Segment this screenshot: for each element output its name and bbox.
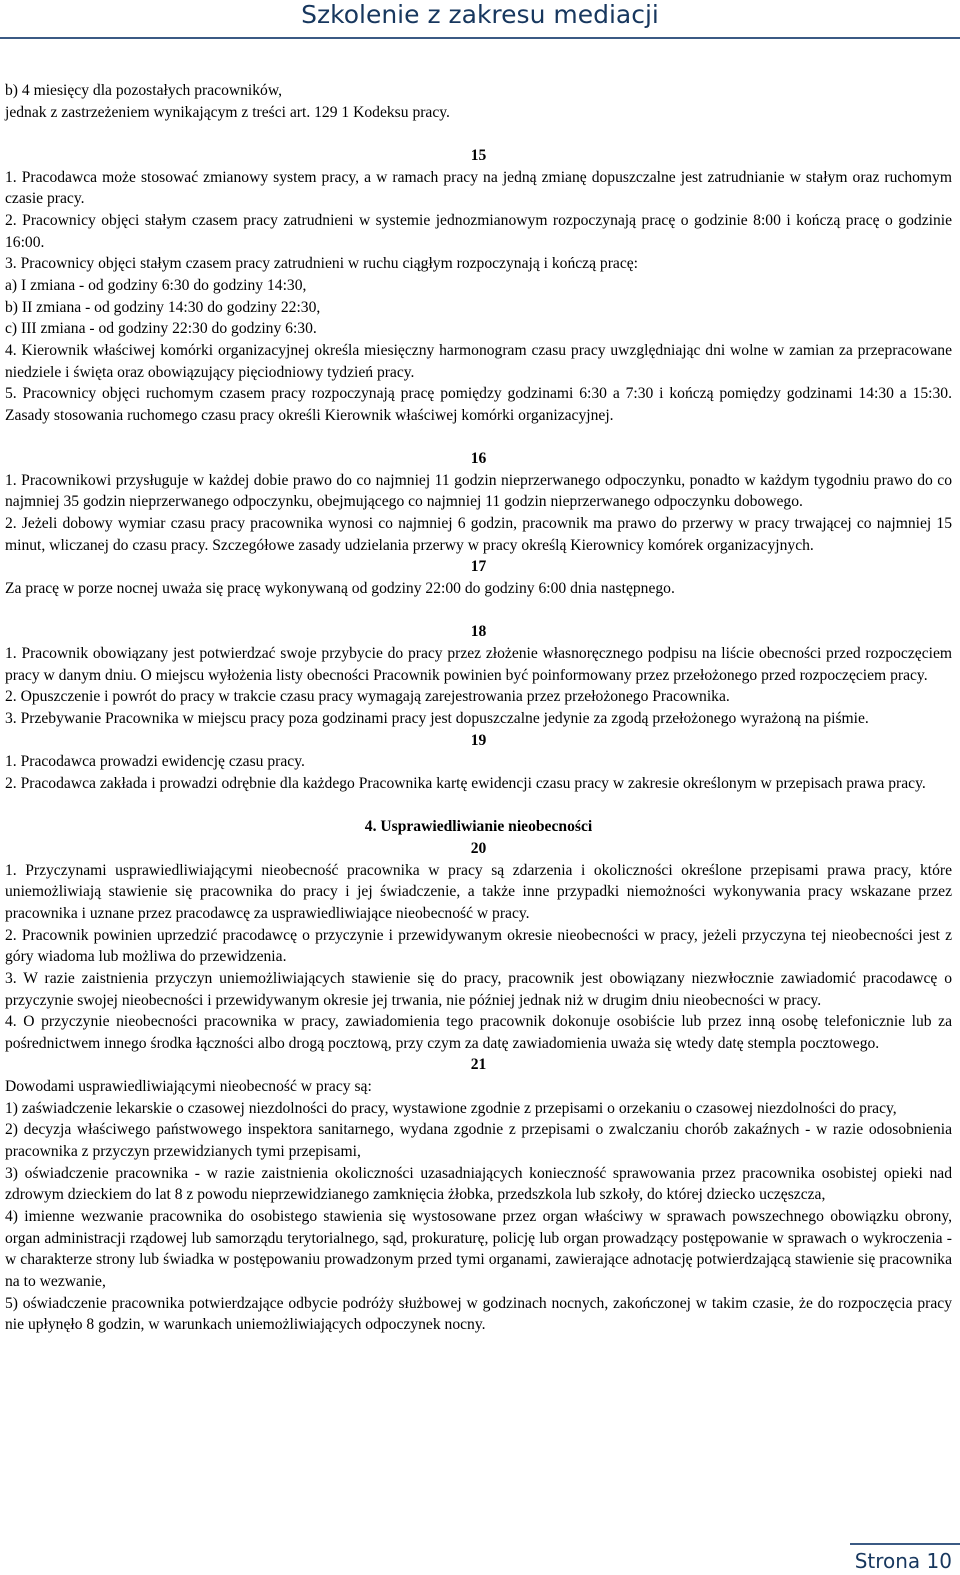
paragraph: 4. O przyczynie nieobecności pracownika w pracy, zawiadomienia tego pracownik dokonuje osobiście lub przez inną osobę telefonicznie lub za pośrednictwem innego środka łączności albo drogą pocztową, przy czym za datę zawiadomienia uważa się wtedy datę stempla pocztowego. <box>5 1013 952 1052</box>
document-body <box>5 80 952 1336</box>
section-heading-15: 15 <box>470 146 487 164</box>
paragraph: Dowodami usprawiedliwiającymi nieobecność w pracy są: <box>5 1078 372 1096</box>
spacer <box>5 600 952 622</box>
paragraph: 1. Pracownikowi przysługuje w każdej dobie prawo do co najmniej 11 godzin nieprzerwanego odpoczynku, ponadto w każdym tygodniu prawo do co najmniej 35 godzin nieprzerwanego odpoczynku, obejmującego co najmniej 11 godzin nieprzerwanego odpoczynku dobowego. <box>5 471 952 511</box>
paragraph: b) 4 miesięcy dla pozostałych pracowników, <box>5 82 282 99</box>
list-item: 3) oświadczenie pracownika - w razie zaistnienia okoliczności uzasadniających konieczność sprawowania przez pracownika osobistej opieki nad zdrowym dzieckiem do lat 8 z powodu nieprzewidzianego zamknięcia żłobka, przedszkola lub szkoły, do której dziecko uczęszcza, <box>5 1164 952 1204</box>
header-title: Szkolenie z zakresu mediacji <box>301 0 659 29</box>
paragraph: 3. Przebywanie Pracownika w miejscu pracy poza godzinami pracy jest dopuszczalne jedynie za zgodą przełożonego wyrażoną na piśmie. <box>5 709 869 727</box>
paragraph: 3. W razie zaistnienia przyczyn uniemożliwiających stawienie się do pracy, pracownik jest obowiązany niezwłocznie zawiadomić pracodawcę o przyczynie swojej nieobecności i przewidywanym okresie jej trwania, nie później jednak niż w drugim dniu nieobecności w pracy. <box>5 969 952 1009</box>
paragraph: 1. Pracodawca może stosować zmianowy system pracy, a w ramach pracy na jedną zmianę dopuszczalne jest zatrudnianie w stałym oraz ruchomym czasie pracy. <box>5 168 952 208</box>
footer-divider <box>850 1543 960 1545</box>
section-heading-21: 21 <box>470 1056 487 1074</box>
list-item: a) I zmiana - od godziny 6:30 do godziny 14:30, <box>5 276 307 294</box>
spacer <box>5 426 952 448</box>
list-item: c) III zmiana - od godziny 22:30 do godziny 6:30. <box>5 320 317 338</box>
chapter-heading: 4. Usprawiedliwianie nieobecności <box>364 818 593 836</box>
paragraph: 1. Pracownik obowiązany jest potwierdzać swoje przybycie do pracy przez złożenie własnoręcznego podpisu na liście obecności przed rozpoczęciem pracy w danym dniu. O miejscu wyłożenia listy obecności Pracownik powinien być poinformowany przez przełożonego przed rozpoczęciem pracy. <box>5 645 952 684</box>
paragraph: 2. Pracownik powinien uprzedzić pracodawcę o przyczynie i przewidywanym okresie nieobecności w pracy, jeżeli przyczyna tej nieobecności jest z góry wiadoma lub możliwa do przewidzenia. <box>5 926 952 966</box>
page-header <box>0 0 960 48</box>
paragraph: 1. Przyczynami usprawiedliwiającymi nieobecność pracownika w pracy są zdarzenia i okoliczności określone przepisami prawa pracy, które uniemożliwiają stawienie się pracownika do pracy i jej świadczenie, a także inne przypadki niemożności wykonywania pracy wskazane przez pracownika i uznane przez pracodawcę za usprawiedliwiające nieobecność w pracy. <box>5 861 952 922</box>
paragraph: jednak z zastrzeżeniem wynikającym z treści art. 129 1 Kodeksu pracy. <box>5 103 450 121</box>
list-item: 1) zaświadczenie lekarskie o czasowej niezdolności do pracy, wystawione zgodnie z przepisami o orzekaniu o czasowej niezdolności do pracy, <box>5 1099 897 1117</box>
section-heading-19: 19 <box>470 731 487 749</box>
list-item: 2) decyzja właściwego państwowego inspektora sanitarnego, wydana zgodnie z przepisami o zwalczaniu chorób zakaźnych - w razie odosobnienia pracownika z przyczyn przewidzianych tymi przepisami, <box>5 1121 952 1161</box>
spacer <box>5 123 952 145</box>
paragraph: 2. Pracodawca zakłada i prowadzi odrębnie dla każdego Pracownika kartę ewidencji czasu pracy w zakresie określonym w przepisach prawa pracy. <box>5 774 926 792</box>
list-item: b) II zmiana - od godziny 14:30 do godziny 22:30, <box>5 298 321 316</box>
paragraph: 5. Pracownicy objęci ruchomym czasem pracy rozpoczynają pracę pomiędzy godzinami 6:30 a 7:30 i kończą pomiędzy godzinami 14:30 a 15:30. Zasady stosowania ruchomego czasu pracy określi Kierownik właściwej komórki organizacyjnej. <box>5 385 952 424</box>
page-number: Strona 10 <box>854 1549 952 1573</box>
paragraph: 1. Pracodawca prowadzi ewidencję czasu pracy. <box>5 753 305 771</box>
paragraph: 4. Kierownik właściwej komórki organizacyjnej określa miesięczny harmonogram czasu pracy uwzględniając dni wolne w zamian za przepracowane niedziele i święta oraz obowiązujący pięciodniowy tydzień pracy. <box>5 341 952 381</box>
list-item: 5) oświadczenie pracownika potwierdzające odbycie podróży służbowej w godzinach nocnych, zakończonej w takim czasie, że do rozpoczęcia pracy nie upłynęło 8 godzin, w warunkach uniemożliwiających odpoczynek nocny. <box>5 1294 952 1334</box>
spacer <box>5 795 952 817</box>
paragraph: Za pracę w porze nocnej uważa się pracę wykonywaną od godziny 22:00 do godziny 6:00 dnia następnego. <box>5 580 675 598</box>
paragraph: 3. Pracownicy objęci stałym czasem pracy zatrudnieni w ruchu ciągłym rozpoczynają i kończą pracę: <box>5 255 639 273</box>
header-divider <box>0 37 960 39</box>
section-heading-20: 20 <box>470 839 487 857</box>
paragraph: 2. Opuszczenie i powrót do pracy w trakcie czasu pracy wymagają zarejestrowania przez przełożonego Pracownika. <box>5 688 730 706</box>
paragraph: 2. Pracownicy objęci stałym czasem pracy zatrudnieni w systemie jednozmianowym rozpoczynają pracę o godzinie 8:00 i kończą pracę o godzinie 16:00. <box>5 211 952 251</box>
section-heading-16: 16 <box>470 450 487 468</box>
list-item: 4) imienne wezwanie pracownika do osobistego stawienia się wystosowane przez organ właściwy w sprawach powszechnego obowiązku obrony, organ administracji rządowej lub samorządu terytorialnego, sąd, prokuraturę, policję lub organ prowadzący postępowanie w sprawach o wykroczenia - w charakterze strony lub świadka w postępowaniu prowadzonym przed tymi organami, zawierające adnotację potwierdzającą stawienie się pracownika na to wezwanie, <box>5 1208 952 1291</box>
section-heading-17: 17 <box>470 558 487 576</box>
paragraph: 2. Jeżeli dobowy wymiar czasu pracy pracownika wynosi co najmniej 6 godzin, pracownik ma prawo do przerwy w pracy trwającej co najmniej 15 minut, wliczanej do czasu pracy. Szczegółowe zasady udzielania przerwy w pracy określą Kierownicy komórek organizacyjnych. <box>5 515 952 554</box>
section-heading-18: 18 <box>470 623 487 641</box>
